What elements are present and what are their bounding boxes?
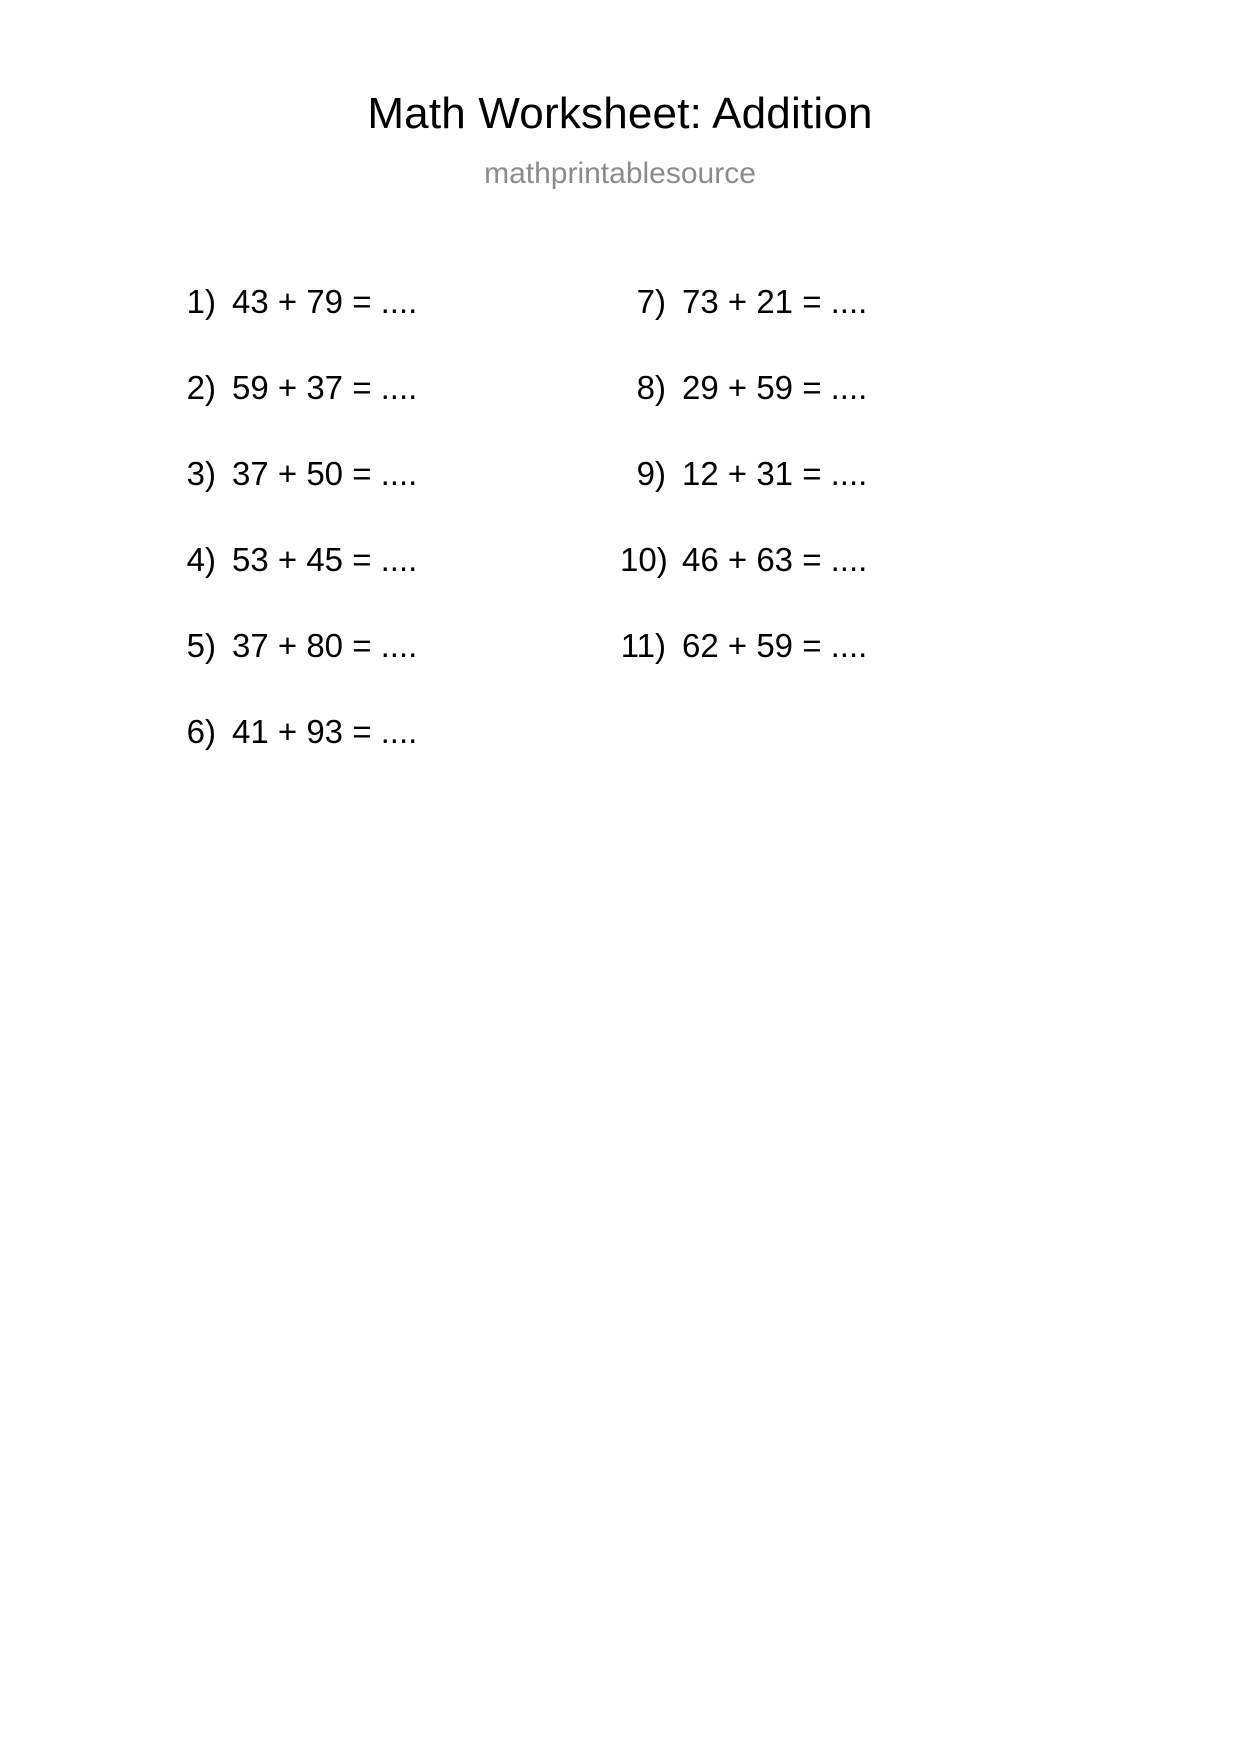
problem-item [170, 368, 620, 457]
problem-expression: 29 + 59 = .... [682, 368, 868, 406]
problem-number: 7) [636, 282, 666, 320]
problem-item [170, 454, 620, 543]
problem-number: 6) [186, 712, 216, 750]
problem-item [620, 282, 1070, 371]
problem-number: 8) [636, 368, 666, 406]
problem-expression: 41 + 93 = .... [232, 712, 418, 750]
problem-number: 2) [186, 368, 216, 406]
problem-item [620, 540, 1070, 629]
problem-number: 5) [186, 626, 216, 664]
problem-number: 3) [186, 454, 216, 492]
problem-expression: 53 + 45 = .... [232, 540, 418, 578]
problem-item [170, 282, 620, 371]
problem-expression: 73 + 21 = .... [682, 282, 868, 320]
problem-expression: 37 + 50 = .... [232, 454, 418, 492]
problem-list [0, 282, 1240, 801]
problem-item [170, 540, 620, 629]
problem-number: 1) [186, 282, 216, 320]
page-subtitle: mathprintablesource [484, 157, 756, 190]
problem-number: 11) [620, 626, 666, 664]
problem-item [170, 712, 620, 801]
problem-number: 4) [186, 540, 216, 578]
problem-expression: 12 + 31 = .... [682, 454, 868, 492]
problem-number: 10) [620, 540, 668, 578]
problem-item [620, 626, 1070, 715]
problem-item [620, 454, 1070, 543]
problem-expression: 62 + 59 = .... [682, 626, 868, 664]
problem-item [170, 626, 620, 715]
page-title: Math Worksheet: Addition [367, 89, 873, 138]
problem-expression: 43 + 79 = .... [232, 282, 418, 320]
problem-expression: 46 + 63 = .... [682, 540, 868, 578]
problem-item [620, 368, 1070, 457]
problem-expression: 37 + 80 = .... [232, 626, 418, 664]
problem-expression: 59 + 37 = .... [232, 368, 418, 406]
problem-number: 9) [636, 454, 666, 492]
